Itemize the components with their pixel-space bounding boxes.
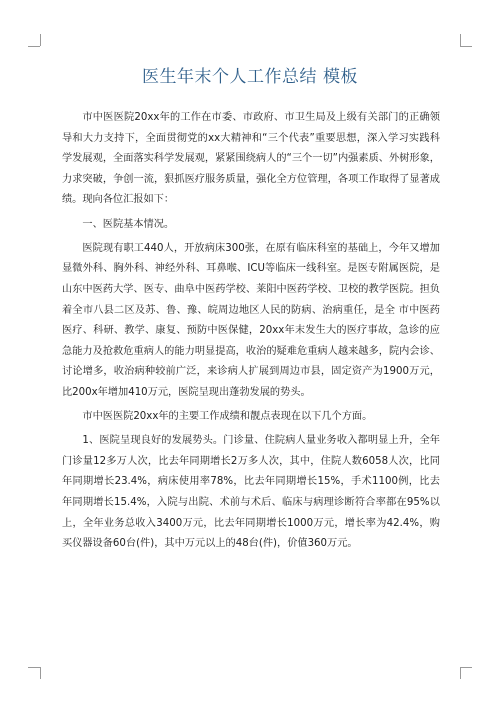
paragraph-achievements-intro: 市中医医院20xx年的主要工作成绩和靓点表现在以下几个方面。: [82, 411, 373, 423]
paragraph-basic-info: 医院现有职工440人，开放病床300张，在原有临床科室的基础上，今年又增加显微外科、胸外科、神经外科、耳鼻喉、ICU等临床一线科室。是医专附属医院，是山东中医药大学、医专、曲阜中医药学校、莱阳中医药学校、卫校的教学医院。担负着全市八县二区及苏、鲁、豫、皖周边地区人民的防病、治病重任，是全 市中医药医疗、科研、教学、康复、预防中医保健，20xx年末发生大的医疗事故，急诊的应急能力及抢救危重病人的能力明显提高，收治的疑难危重病人越来越多，院内会诊、讨论增多，收治病种较前广泛，来诊病人扩展到周边市县，固定资产为1900万元，比200x年增加410万元，医院呈现出蓬勃发展的势头。: [62, 242, 440, 398]
paragraph-intro: 市中医医院20xx年的工作在市委、市政府、市卫生局及上级有关部门的正确领导和大力支持下，全面贯彻党的xx大精神和“三个代表”重要思想，深入学习实践科学发展观，全面落实科学发展观，紧紧围绕病人的“三个一切”内强素质、外树形象，力求突破，争创一流，狠抓医疗服务质量，强化全方位管理，各项工作取得了显著成绩。现向各位汇报如下：: [62, 112, 440, 206]
crop-mark-bottom-left-v: [40, 667, 41, 679]
crop-mark-top-left-v: [40, 34, 41, 46]
crop-mark-bottom-left-h: [28, 667, 40, 668]
section-heading: 一、医院基本情况。: [82, 218, 175, 230]
crop-mark-top-right-v: [460, 34, 461, 46]
paragraph-item-1: 1、医院呈现良好的发展势头。门诊量、住院病人量业务收入都明显上升，全年门诊量12多万人次，比去年同期增长2万多人次，其中，住院人数6058人次，比同年同期增长23.4%，病床使用率78%，比去年同期增长15%，手术1100例，比去年同期增长15.4%，入院与出院、术前与术后、临床与病理诊断符合率都在95%以上，全年业务总收入3400万元，比去年同期增长1000万元，增长率为42.4%，购买仪器设备60台(件)，其中万元以上的48台(件)，价值360万元。: [62, 435, 440, 550]
crop-mark-top-left-h: [28, 46, 40, 47]
document-body: [62, 108, 440, 558]
document-title: 医生年末个人工作总结 模板: [142, 67, 358, 87]
crop-mark-bottom-right-h: [460, 667, 472, 668]
crop-mark-bottom-right-v: [460, 667, 461, 679]
crop-mark-top-right-h: [460, 46, 472, 47]
